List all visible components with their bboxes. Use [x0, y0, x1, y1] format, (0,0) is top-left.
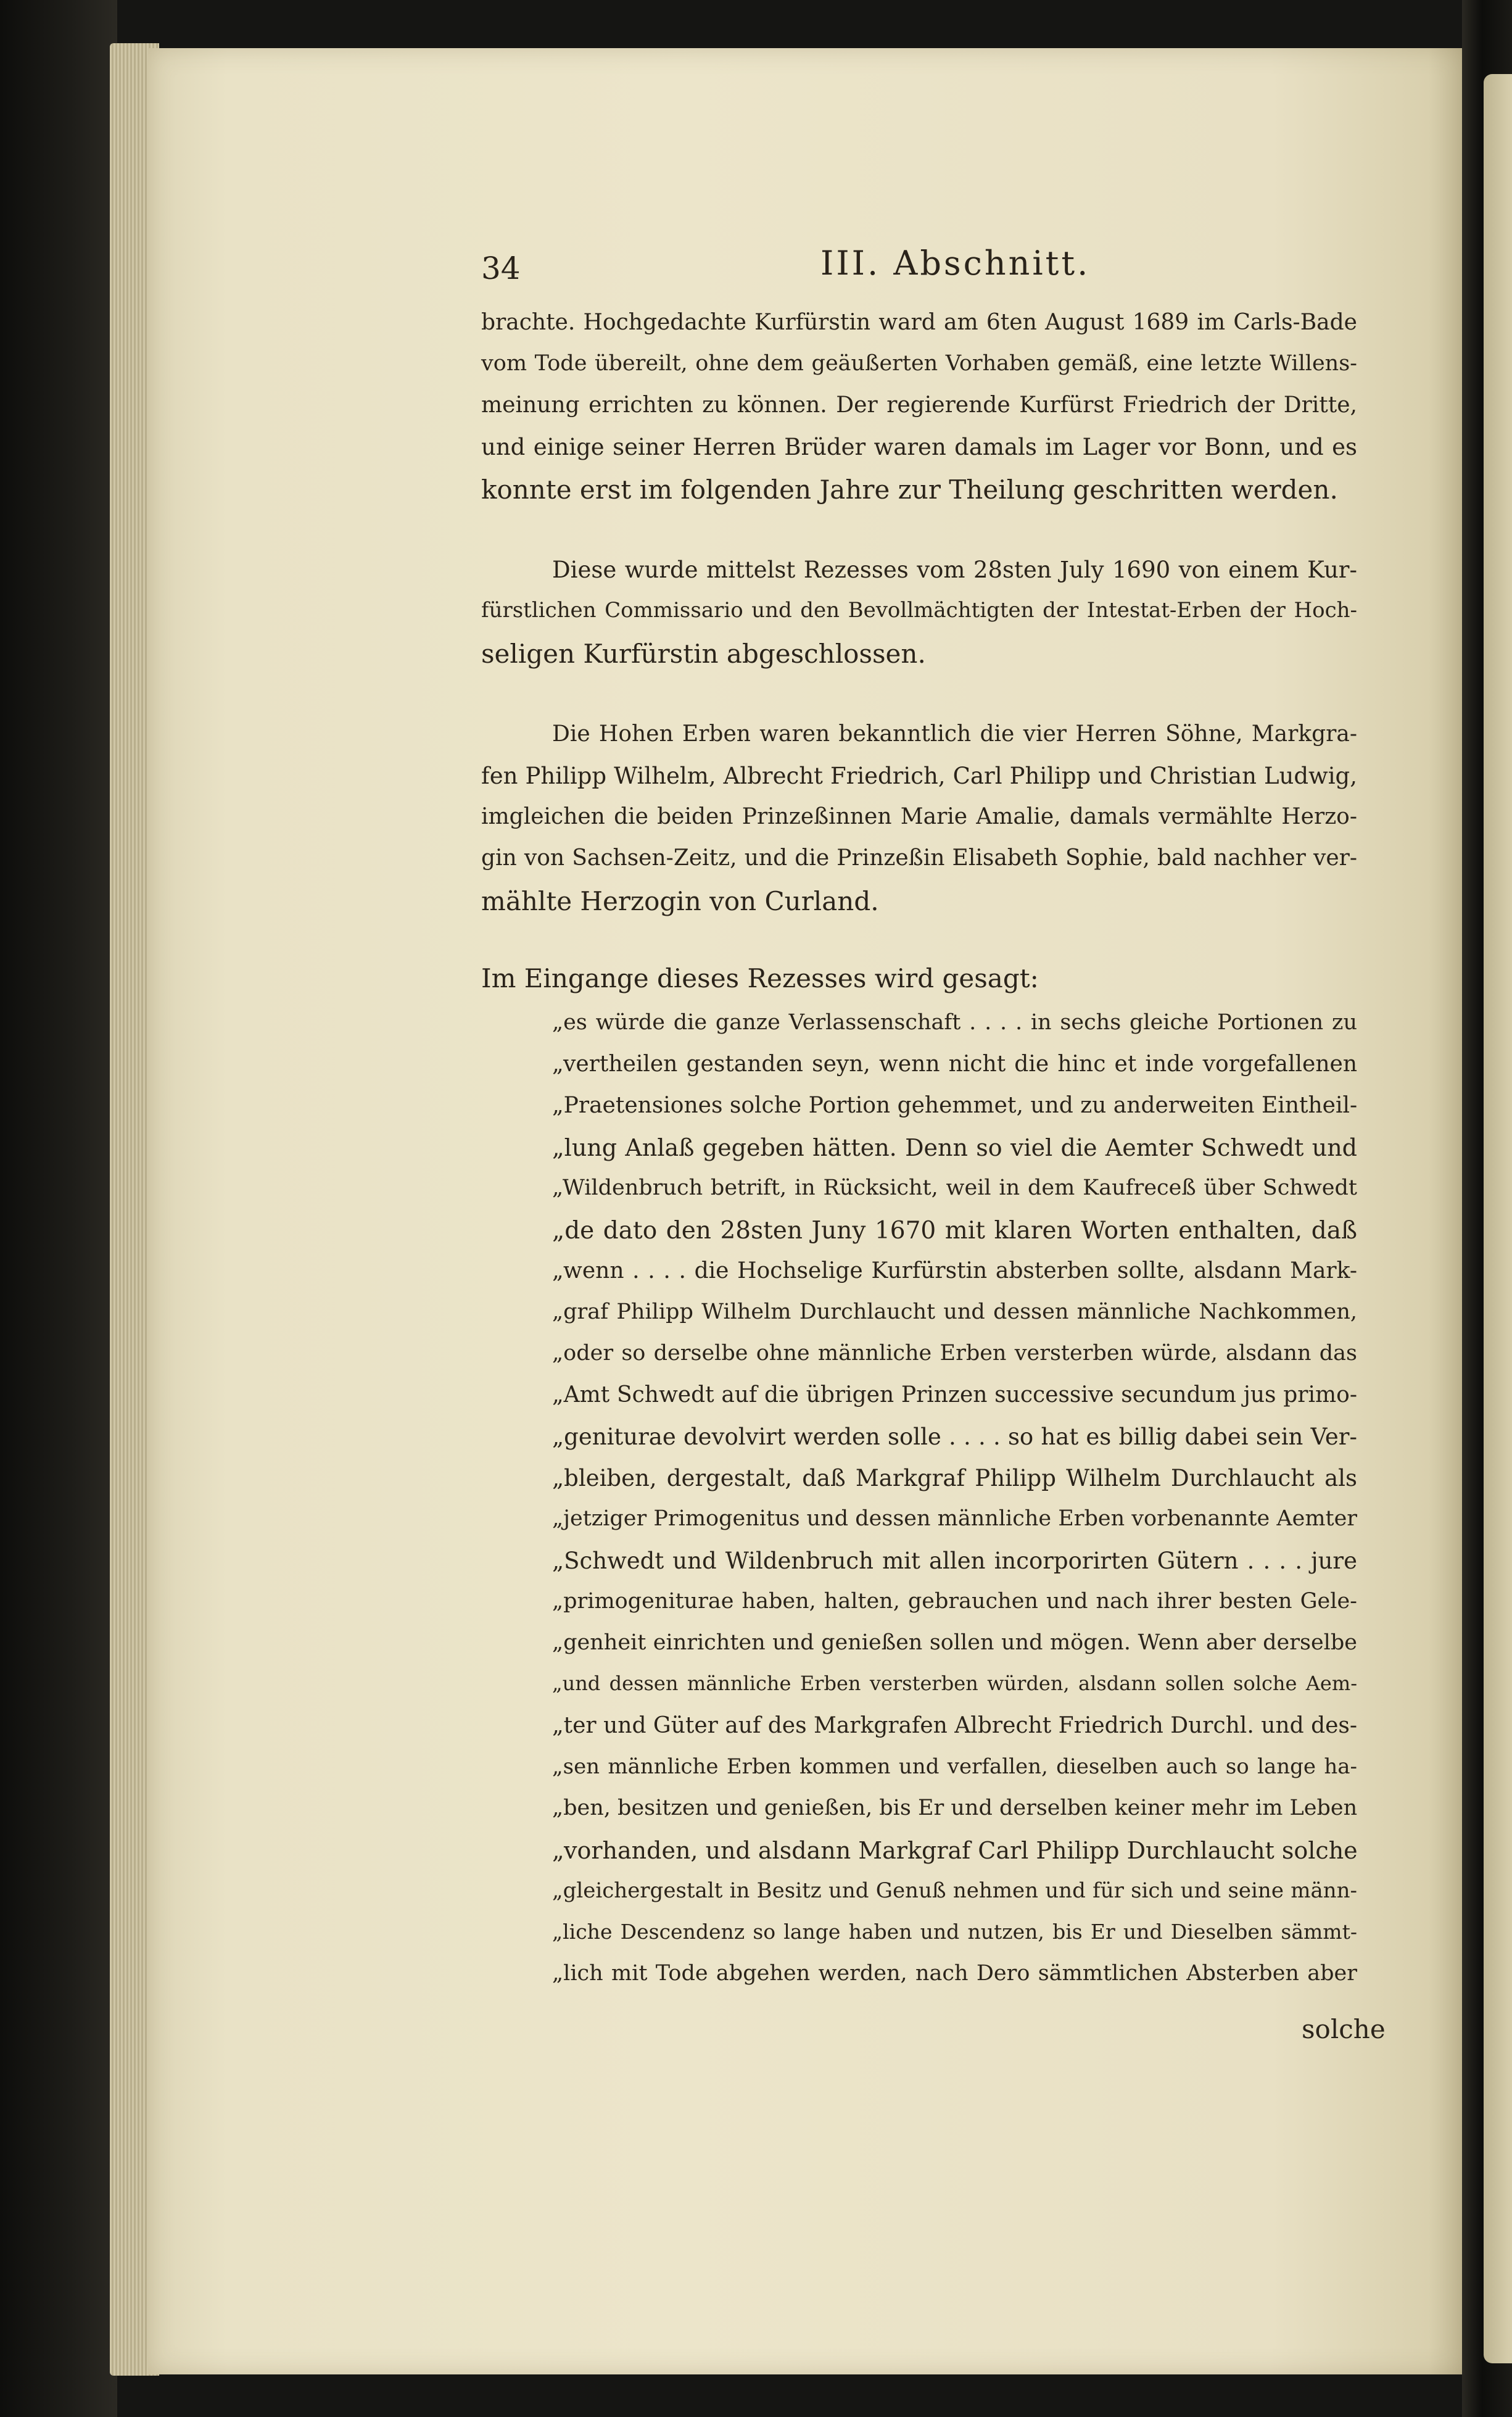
quote-line: „primogeniturae haben, halten, gebrauchen und nach ihrer besten Gele- [552, 1589, 1357, 1614]
quote-line: „bleiben, dergestalt, daß Markgraf Philipp Wilhelm Durchlaucht als [552, 1465, 1357, 1491]
quote-line: „vertheilen gestanden seyn, wenn nicht die hinc et inde vorgefallenen [552, 1051, 1357, 1077]
quote-line: „jetziger Primogenitus und dessen männliche Erben vorbenannte Aemter [552, 1506, 1358, 1531]
text-line: Die Hohen Erben waren bekanntlich die vier Herren Söhne, Markgra- [552, 721, 1357, 747]
page-number: 34 [481, 251, 521, 286]
text-line: brachte. Hochgedachte Kurfürstin ward am 6ten August 1689 im Carls-Bade [481, 310, 1357, 335]
quote-line: „liche Descendenz so lange haben und nutzen, bis Er und Dieselben sämmt- [552, 1920, 1357, 1944]
quote-line: „und dessen männliche Erben versterben würden, alsdann sollen solche Aem- [552, 1672, 1357, 1695]
quote-line: „lich mit Tode abgehen werden, nach Dero sämmtlichen Absterben aber [552, 1961, 1357, 1986]
text-line: seligen Kurfürstin abgeschlossen. [481, 639, 926, 669]
quote-line: „graf Philipp Wilhelm Durchlaucht und dessen männliche Nachkommen, [552, 1300, 1357, 1324]
text-line: meinung errichten zu können. Der regierende Kurfürst Friedrich der Dritte, [481, 392, 1357, 418]
quote-line: „Amt Schwedt auf die übrigen Prinzen successive secundum jus primo- [552, 1382, 1357, 1407]
text-line: vom Tode übereilt, ohne dem geäußerten Vorhaben gemäß, eine letzte Willens- [481, 351, 1357, 376]
quote-line: „ter und Güter auf des Markgrafen Albrecht Friedrich Durchl. und des- [552, 1713, 1358, 1738]
quote-line: „es würde die ganze Verlassenschaft . . . . in sechs gleiche Portionen zu [552, 1010, 1357, 1035]
next-page-edge [1484, 74, 1512, 2363]
text-line: fen Philipp Wilhelm, Albrecht Friedrich, Carl Philipp und Christian Ludwig, [481, 763, 1357, 789]
text-line: und einige seiner Herren Brüder waren damals im Lager vor Bonn, und es [481, 434, 1357, 460]
quote-line: „oder so derselbe ohne männliche Erben versterben würde, alsdann das [552, 1341, 1357, 1366]
quote-line: „sen männliche Erben kommen und verfallen, dieselben auch so lange ha- [552, 1754, 1357, 1779]
text-line: imgleichen die beiden Prinzeßinnen Marie Amalie, damals vermählte Herzo- [481, 804, 1357, 829]
quote-line: „vorhanden, und alsdann Markgraf Carl Philipp Durchlaucht solche [552, 1837, 1358, 1864]
running-head: III. Abschnitt. [820, 244, 1091, 283]
quote-line: „Praetensiones solche Portion gehemmet, und zu anderweiten Eintheil- [552, 1093, 1358, 1118]
quote-line: „wenn . . . . die Hochselige Kurfürstin absterben sollte, alsdann Mark- [552, 1258, 1357, 1283]
quote-line: „Schwedt und Wildenbruch mit allen incorporirten Gütern . . . . jure [552, 1548, 1357, 1574]
quote-line: „Wildenbruch betrift, in Rücksicht, weil in dem Kaufreceß über Schwedt [552, 1175, 1357, 1200]
quote-line: „lung Anlaß gegeben hätten. Denn so viel die Aemter Schwedt und [552, 1134, 1357, 1161]
text-line: gin von Sachsen-Zeitz, und die Prinzeßin Elisabeth Sophie, bald nachher ver- [481, 845, 1357, 871]
text-line: mählte Herzogin von Curland. [481, 886, 879, 916]
quote-line: „gleichergestalt in Besitz und Genuß nehmen und für sich und seine männ- [552, 1878, 1357, 1903]
text-line: Diese wurde mittelst Rezesses vom 28sten July 1690 von einem Kur- [552, 557, 1357, 583]
text-line: Im Eingange dieses Rezesses wird gesagt: [481, 963, 1039, 993]
quote-line: „ben, besitzen und genießen, bis Er und derselben keiner mehr im Leben [552, 1796, 1358, 1820]
text-line: konnte erst im folgenden Jahre zur Theilung geschritten werden. [481, 475, 1338, 505]
quote-line: „geniturae devolvirt werden solle . . . . so hat es billig dabei sein Ver- [552, 1424, 1357, 1450]
quote-line: „de dato den 28sten Juny 1670 mit klaren Worten enthalten, daß [552, 1217, 1357, 1245]
scan-background-left [0, 0, 117, 2417]
quote-line: „genheit einrichten und genießen sollen und mögen. Wenn aber derselbe [552, 1630, 1357, 1655]
catchword: solche [1302, 2014, 1386, 2044]
text-line: fürstlichen Commissario und den Bevollmächtigten der Intestat-Erben der Hoch- [481, 598, 1357, 623]
